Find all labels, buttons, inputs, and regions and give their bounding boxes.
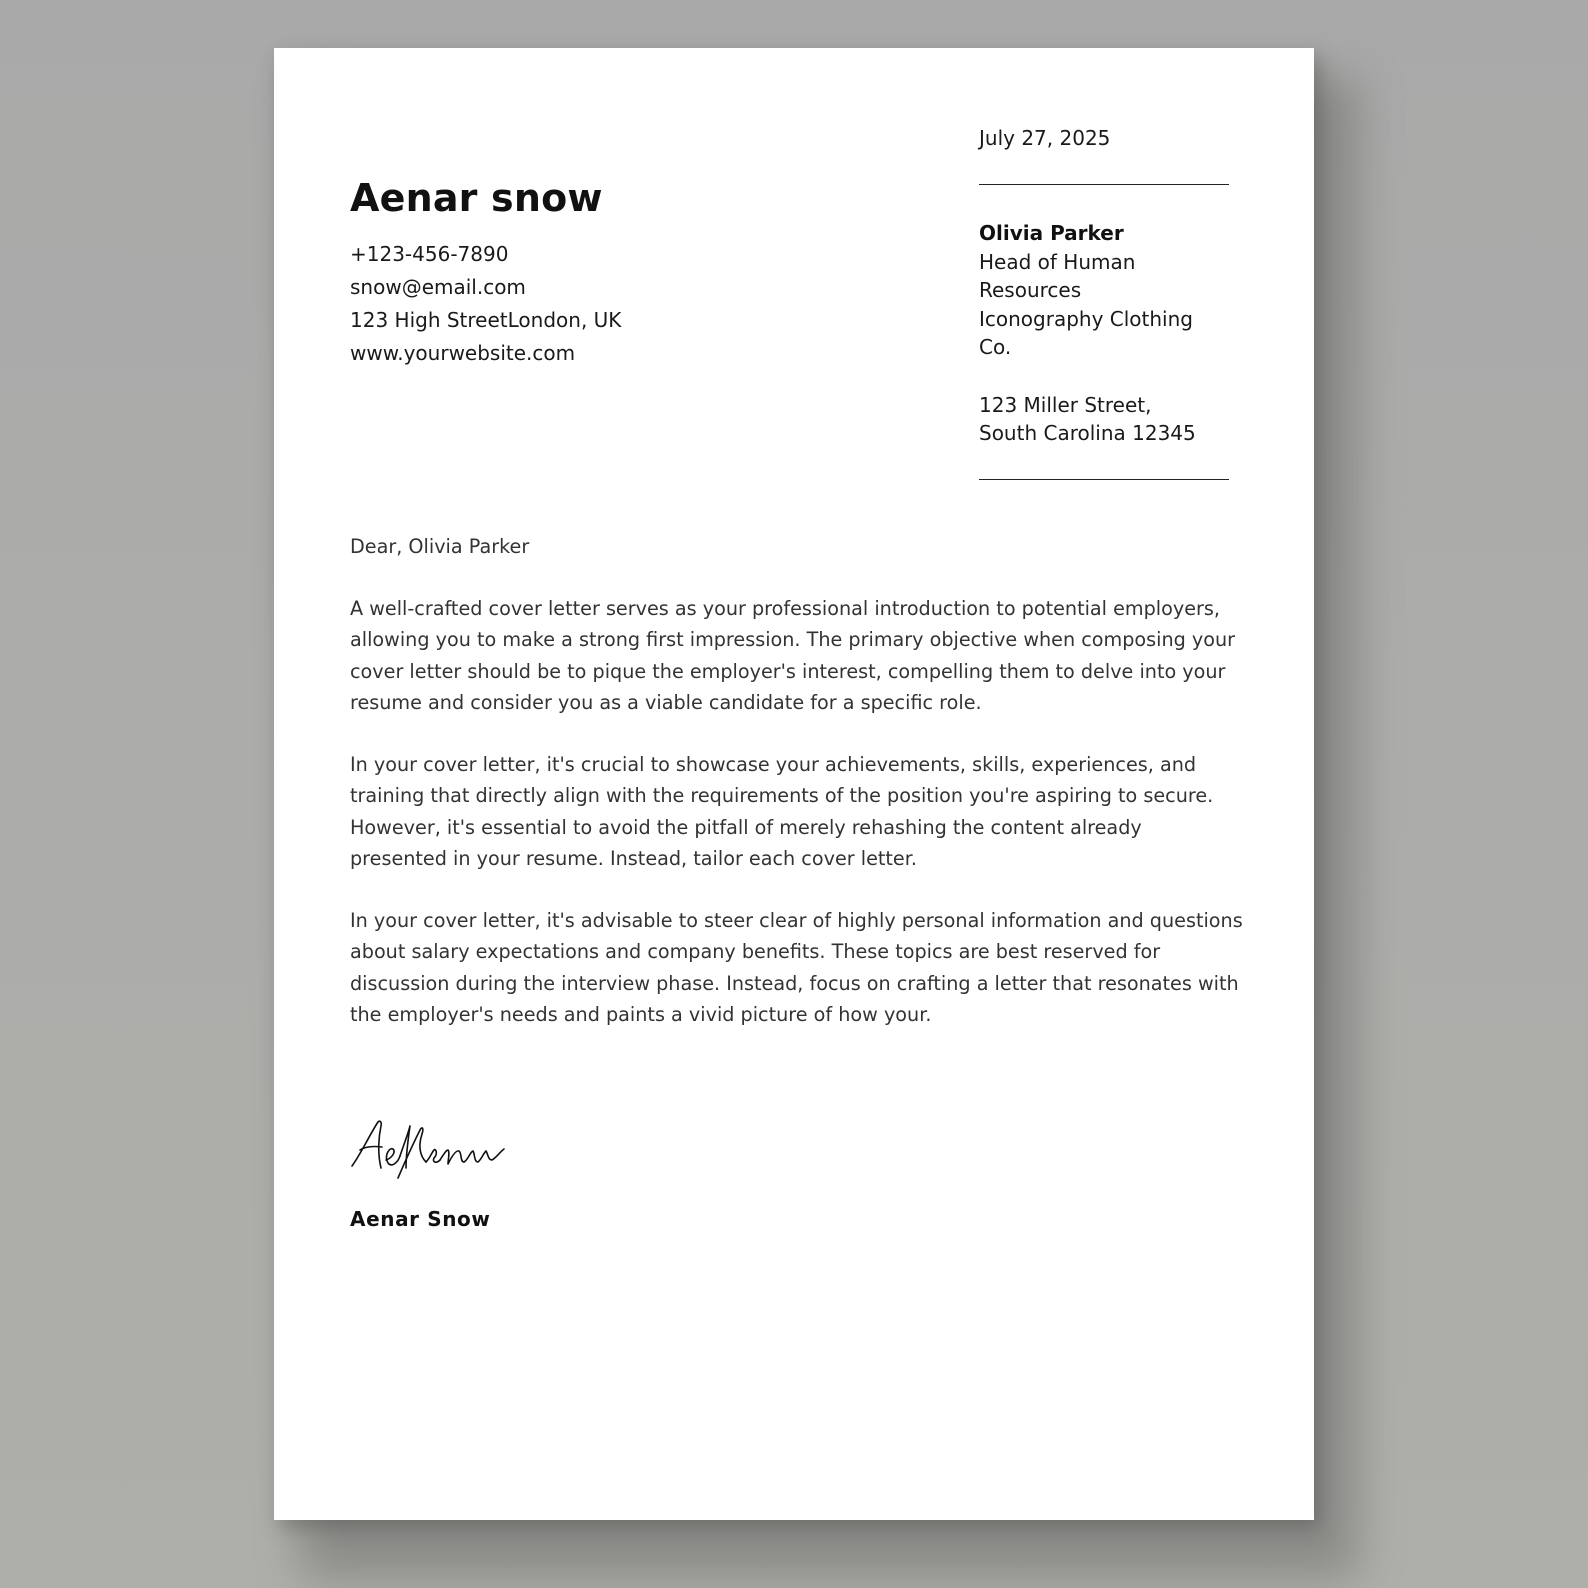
paragraph-line: allowing you to make a strong first impression. The primary objective when composing your — [350, 628, 1236, 651]
sender-address: 123 High StreetLondon, UK — [350, 308, 622, 332]
recipient-block — [979, 219, 1231, 448]
paragraph-line: discussion during the interview phase. Instead, focus on crafting a letter that resonates with — [350, 971, 1239, 995]
paragraph-line: However, it's essential to avoid the pitfall of merely rehashing the content already — [350, 815, 1142, 839]
letter-page — [274, 48, 1314, 1520]
paragraph-line: resume and consider you as a viable candidate for a specific role. — [350, 691, 982, 714]
recipient-column — [979, 125, 1231, 480]
paragraph-2 — [350, 749, 1250, 875]
paragraph-line: In your cover letter, it's advisable to steer clear of highly personal information and questions — [350, 908, 1243, 932]
paragraph-line: about salary expectations and company benefits. These topics are best reserved for — [350, 940, 1161, 963]
sender-name: Aenar snow — [350, 176, 603, 220]
paragraph-line: cover letter should be to pique the employer's interest, compelling them to delve into your — [350, 659, 1226, 683]
recipient-company: Iconography Clothing Co. — [979, 306, 1193, 359]
paragraph-line: A well-crafted cover letter serves as your professional introduction to potential employers, — [350, 596, 1221, 620]
recipient-name: Olivia Parker — [979, 221, 1124, 245]
paragraph-line: In your cover letter, it's crucial to showcase your achievements, skills, experiences, and — [350, 752, 1197, 776]
recipient-title-line2: Resources — [979, 278, 1082, 302]
paragraph-line: presented in your resume. Instead, tailor each cover letter. — [350, 847, 917, 870]
sender-block — [350, 176, 870, 370]
recipient-address-line1: 123 Miller Street, — [979, 392, 1152, 417]
paragraph-line: the employer's needs and paints a vivid picture of how your. — [350, 1003, 932, 1026]
letter-date: July 27, 2025 — [979, 126, 1111, 150]
paragraph-line: training that directly align with the requirements of the position you're aspiring to secure. — [350, 784, 1214, 807]
divider-top — [979, 184, 1229, 185]
letter-body — [350, 531, 1250, 1061]
paragraph-1 — [350, 593, 1250, 719]
sender-email: snow@email.com — [350, 275, 526, 299]
paragraph-3 — [350, 905, 1250, 1031]
greeting: Dear, Olivia Parker — [350, 535, 530, 558]
sender-phone: +123-456-7890 — [350, 242, 509, 266]
recipient-address — [979, 391, 1231, 448]
signer-name: Aenar Snow — [350, 1207, 491, 1231]
recipient-title-line1: Head of Human — [979, 249, 1136, 274]
handwritten-signature — [348, 1116, 518, 1186]
sender-website: www.yourwebsite.com — [350, 341, 576, 365]
recipient-address-line2: South Carolina 12345 — [979, 421, 1196, 445]
divider-bottom — [979, 479, 1229, 480]
